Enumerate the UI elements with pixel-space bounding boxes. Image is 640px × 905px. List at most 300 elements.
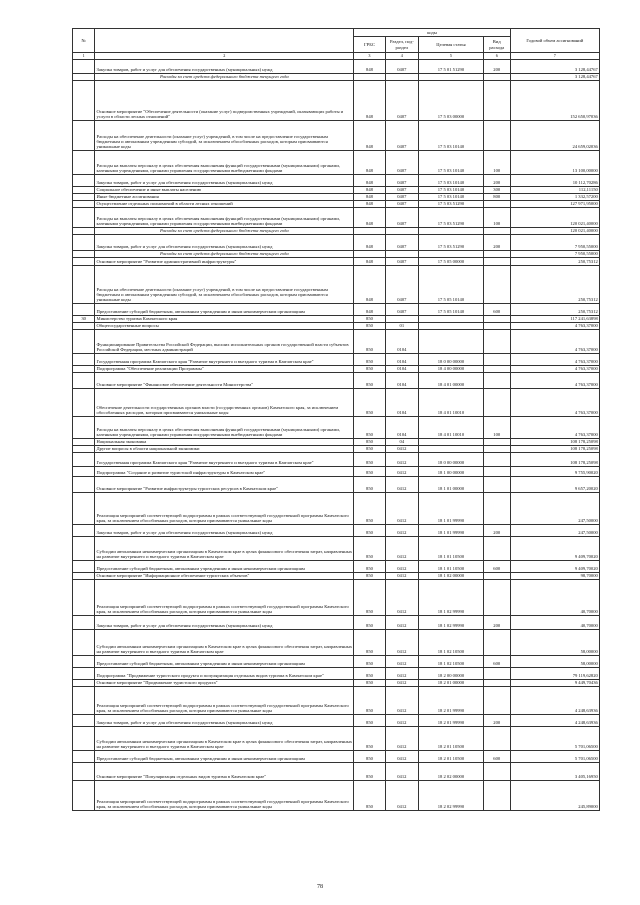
row-grbs: 850 xyxy=(354,476,385,492)
row-name: Закупка товаров, работ и услуг для обеспечения государственных (муниципальных) нужд xyxy=(95,174,354,186)
row-number xyxy=(73,726,95,750)
row-grbs: 850 xyxy=(354,579,385,615)
table-row xyxy=(73,186,600,193)
row-name: Субсидии автономным некоммерческим организациям в Камчатском крае в целях финансового обеспечения затрат, направленных на развитие внутреннего и въездного туризма в Камчатском крае xyxy=(95,629,354,655)
row-grbs: 850 xyxy=(354,762,385,780)
row-razdel: 04 xyxy=(385,438,418,445)
row-name: Государственная программа Камчатского края "Развитие внутреннего и въездного туризма в Камчатском крае" xyxy=(95,353,354,365)
row-grbs: 850 xyxy=(354,315,385,322)
row-name: Предоставление субсидий бюджетным, автономным учреждениям и иным некоммерческим организациям xyxy=(95,560,354,572)
row-name: Реализация мероприятий соответствующей подпрограммы в рамках соответствующей государственной программы Камчатского края, за исключением обособленных расходов, которым присваиваются уникальные коды xyxy=(95,686,354,714)
row-razdel: 0407 xyxy=(385,59,418,73)
colnum: 5 xyxy=(419,53,484,60)
row-amount: 3 128,44767 xyxy=(510,59,599,73)
row-name: Государственная программа Камчатского края "Развитие внутреннего и въездного туризма в Камчатском крае" xyxy=(95,452,354,466)
row-name: Реализация мероприятий соответствующей подпрограммы в рамках соответствующей государственной программы Камчатского края, за исключением обособленных расходов, которым присваиваются уникальные коды xyxy=(95,780,354,810)
row-expense-type: 100 xyxy=(483,416,510,438)
row-number xyxy=(73,388,95,416)
row-razdel: 0407 xyxy=(385,200,418,207)
table-row xyxy=(73,200,600,207)
row-grbs: 850 xyxy=(354,679,385,686)
row-amount: 247,50000 xyxy=(510,492,599,524)
row-target-article xyxy=(419,73,484,80)
row-name: Подпрограмма "Создание и развитие туристской инфраструктуры в Камчатском крае" xyxy=(95,466,354,476)
row-target-article: 17 5 03 51290 xyxy=(419,200,484,207)
row-target-article: 17 5 01 51290 xyxy=(419,59,484,73)
table-row xyxy=(73,536,600,560)
row-target-article: 18 1 01 00000 xyxy=(419,476,484,492)
row-expense-type: 200 xyxy=(483,524,510,536)
table-row xyxy=(73,353,600,365)
table-row xyxy=(73,174,600,186)
row-expense-type xyxy=(483,572,510,579)
row-amount: 247,50000 xyxy=(510,524,599,536)
row-grbs: 848 xyxy=(354,200,385,207)
row-grbs: 850 xyxy=(354,466,385,476)
row-name: Другие вопросы в области национальной экономики xyxy=(95,445,354,452)
table-row xyxy=(73,372,600,388)
row-grbs: 848 xyxy=(354,303,385,315)
row-amount: 250,75312 xyxy=(510,257,599,265)
row-razdel: 0104 xyxy=(385,329,418,353)
row-number xyxy=(73,120,95,150)
row-number xyxy=(73,372,95,388)
row-target-article: 18 2 01 00000 xyxy=(419,679,484,686)
row-amount: 4 763,37000 xyxy=(510,372,599,388)
row-grbs xyxy=(354,250,385,257)
row-grbs: 850 xyxy=(354,750,385,762)
row-razdel: 0412 xyxy=(385,466,418,476)
row-target-article: 17 5 03 10140 xyxy=(419,150,484,174)
row-target-article: 17 5 03 00000 xyxy=(419,80,484,120)
row-grbs: 850 xyxy=(354,667,385,679)
row-razdel: 01 xyxy=(385,322,418,329)
row-number xyxy=(73,492,95,524)
row-razdel: 0407 xyxy=(385,186,418,193)
row-target-article: 17 5 03 10140 xyxy=(419,186,484,193)
row-name: Основное мероприятие "Обеспечение деятельности (оказание услуг) подведомственных учреждений, оказывающих работы и услуги в области лесных отношений" xyxy=(95,80,354,120)
row-target-article: 18 1 02 00000 xyxy=(419,572,484,579)
row-amount: 4 248,63936 xyxy=(510,686,599,714)
row-number xyxy=(73,629,95,655)
row-grbs: 850 xyxy=(354,615,385,629)
row-number xyxy=(73,762,95,780)
row-amount: 152 650,97036 xyxy=(510,80,599,120)
row-target-article: 18 1 01 99990 xyxy=(419,524,484,536)
row-target-article: 18 0 00 00000 xyxy=(419,353,484,365)
row-grbs: 848 xyxy=(354,265,385,303)
table-row xyxy=(73,227,600,234)
row-expense-type xyxy=(483,780,510,810)
row-razdel: 0407 xyxy=(385,150,418,174)
row-name: Субсидии автономным некоммерческим организациям в Камчатском крае в целях финансового обеспечения затрат, направленных на развитие внутреннего и въездного туризма в Камчатском крае xyxy=(95,726,354,750)
row-name: Расходы на выплаты персоналу в целях обеспечения выполнения функций государственными (муниципальными) органами, казенными учреждениями, органами управления государственными внебюджетными фондами xyxy=(95,416,354,438)
budget-rows xyxy=(73,59,600,810)
row-number xyxy=(73,579,95,615)
row-grbs xyxy=(354,73,385,80)
row-expense-type xyxy=(483,372,510,388)
row-target-article: 18 1 01 99990 xyxy=(419,492,484,524)
row-number xyxy=(73,200,95,207)
row-razdel: 0104 xyxy=(385,353,418,365)
row-expense-type xyxy=(483,686,510,714)
row-name: Предоставление субсидий бюджетным, автономным учреждениям и иным некоммерческим организациям xyxy=(95,655,354,667)
header-amount: Годовой объем ассигнований xyxy=(510,29,599,53)
row-amount: 108 178,25098 xyxy=(510,445,599,452)
table-row xyxy=(73,615,600,629)
table-row xyxy=(73,80,600,120)
row-expense-type xyxy=(483,322,510,329)
row-razdel: 0412 xyxy=(385,714,418,726)
row-name: Расходы на обеспечение деятельности (оказание услуг) учреждений, в том числе на предоставление государственным бюджетным и автономным учреждениям субсидий, за исключением обособленных расходов, которым присваиваются уникальные коды xyxy=(95,120,354,150)
row-number xyxy=(73,329,95,353)
header-grbs: ГРБС xyxy=(354,37,385,53)
row-name: Национальная экономика xyxy=(95,438,354,445)
row-expense-type xyxy=(483,476,510,492)
row-grbs: 850 xyxy=(354,353,385,365)
row-expense-type: 600 xyxy=(483,303,510,315)
row-number xyxy=(73,207,95,227)
row-name: Обеспечение деятельности государственных органов власти (государственных органов) Камчатского края, за исключением обособленных расходов, которым присваиваются уникальные коды xyxy=(95,388,354,416)
row-expense-type: 200 xyxy=(483,615,510,629)
table-row xyxy=(73,257,600,265)
row-amount: 250,75312 xyxy=(510,265,599,303)
row-number xyxy=(73,615,95,629)
row-name: Расходы за счет средств федерального бюджета текущего года xyxy=(95,73,354,80)
row-target-article: 18 1 02 10500 xyxy=(419,629,484,655)
table-row xyxy=(73,73,600,80)
row-amount: 4 763,37000 xyxy=(510,353,599,365)
row-grbs: 850 xyxy=(354,492,385,524)
row-expense-type xyxy=(483,388,510,416)
row-expense-type xyxy=(483,315,510,322)
row-target-article xyxy=(419,322,484,329)
row-expense-type xyxy=(483,466,510,476)
colnum: 4 xyxy=(385,53,418,60)
table-row xyxy=(73,686,600,714)
row-razdel: 0104 xyxy=(385,365,418,372)
row-grbs: 850 xyxy=(354,726,385,750)
row-grbs: 850 xyxy=(354,524,385,536)
table-row xyxy=(73,714,600,726)
table-row xyxy=(73,466,600,476)
row-expense-type xyxy=(483,353,510,365)
row-number xyxy=(73,265,95,303)
row-target-article: 18 2 01 99990 xyxy=(419,714,484,726)
row-grbs: 850 xyxy=(354,445,385,452)
table-row xyxy=(73,315,600,322)
row-expense-type: 200 xyxy=(483,174,510,186)
row-target-article: 18 2 01 10500 xyxy=(419,726,484,750)
row-razdel: 0412 xyxy=(385,536,418,560)
row-number xyxy=(73,59,95,73)
row-grbs: 848 xyxy=(354,257,385,265)
row-expense-type: 300 xyxy=(483,186,510,193)
table-row xyxy=(73,438,600,445)
row-number xyxy=(73,257,95,265)
row-target-article: 18 1 02 10500 xyxy=(419,655,484,667)
row-target-article: 17 5 05 10140 xyxy=(419,303,484,315)
table-row xyxy=(73,579,600,615)
row-expense-type xyxy=(483,227,510,234)
row-name: Подпрограмма "Обеспечение реализации Программы" xyxy=(95,365,354,372)
row-name: Министерство туризма Камчатского края xyxy=(95,315,354,322)
row-amount: 4 763,37000 xyxy=(510,365,599,372)
row-amount: 9 449,70436 xyxy=(510,679,599,686)
row-razdel: 0412 xyxy=(385,686,418,714)
colnum: 3 xyxy=(354,53,385,60)
table-row xyxy=(73,726,600,750)
row-expense-type xyxy=(483,667,510,679)
table-row xyxy=(73,750,600,762)
table-row xyxy=(73,560,600,572)
row-grbs: 850 xyxy=(354,365,385,372)
row-razdel: 0412 xyxy=(385,476,418,492)
row-number xyxy=(73,227,95,234)
table-row xyxy=(73,655,600,667)
row-expense-type: 100 xyxy=(483,150,510,174)
table-row xyxy=(73,524,600,536)
row-amount: 58,00000 xyxy=(510,629,599,655)
row-grbs: 850 xyxy=(354,329,385,353)
table-row xyxy=(73,234,600,250)
row-razdel: 0407 xyxy=(385,120,418,150)
row-expense-type: 600 xyxy=(483,750,510,762)
row-amount: 4 763,37000 xyxy=(510,416,599,438)
row-amount: 24 659,02036 xyxy=(510,120,599,150)
row-grbs: 848 xyxy=(354,234,385,250)
row-razdel: 0407 xyxy=(385,80,418,120)
header-name xyxy=(95,29,354,53)
colnum: 6 xyxy=(483,53,510,60)
row-razdel: 0412 xyxy=(385,679,418,686)
row-grbs: 850 xyxy=(354,536,385,560)
row-expense-type xyxy=(483,579,510,615)
row-number: 30 xyxy=(73,315,95,322)
row-name: Расходы за счет средств федерального бюджета текущего года xyxy=(95,250,354,257)
colnum: 7 xyxy=(510,53,599,60)
row-grbs: 850 xyxy=(354,629,385,655)
row-razdel: 0412 xyxy=(385,579,418,615)
row-razdel: 0407 xyxy=(385,207,418,227)
table-row xyxy=(73,572,600,579)
row-razdel: 0104 xyxy=(385,388,418,416)
row-expense-type xyxy=(483,445,510,452)
row-number xyxy=(73,174,95,186)
row-number xyxy=(73,750,95,762)
row-expense-type: 600 xyxy=(483,655,510,667)
row-name: Предоставление субсидий бюджетным, автономным учреждениям и иным некоммерческим организациям xyxy=(95,750,354,762)
page-number: 78 xyxy=(317,884,323,890)
table-row xyxy=(73,329,600,353)
table-row xyxy=(73,150,600,174)
row-target-article: 17 5 03 10140 xyxy=(419,174,484,186)
row-grbs: 848 xyxy=(354,174,385,186)
row-grbs: 848 xyxy=(354,80,385,120)
row-target-article: 18 1 02 99990 xyxy=(419,579,484,615)
row-expense-type: 800 xyxy=(483,193,510,200)
row-expense-type xyxy=(483,80,510,120)
row-number xyxy=(73,193,95,200)
row-name: Функционирование Правительства Российской Федерации, высших исполнительных органов государственной власти субъектов Российской Федерации, местных администраций xyxy=(95,329,354,353)
row-expense-type xyxy=(483,250,510,257)
row-razdel: 0412 xyxy=(385,492,418,524)
row-name: Расходы за счет средств федерального бюджета текущего года xyxy=(95,227,354,234)
row-expense-type xyxy=(483,73,510,80)
table-row xyxy=(73,416,600,438)
row-expense-type: 200 xyxy=(483,59,510,73)
row-number xyxy=(73,416,95,438)
row-amount: 7 950,55000 xyxy=(510,250,599,257)
row-target-article: 18 2 01 10500 xyxy=(419,750,484,762)
table-row xyxy=(73,365,600,372)
row-target-article xyxy=(419,227,484,234)
table-row xyxy=(73,193,600,200)
row-razdel xyxy=(385,315,418,322)
row-number xyxy=(73,250,95,257)
row-expense-type: 200 xyxy=(483,234,510,250)
row-number xyxy=(73,560,95,572)
row-grbs: 848 xyxy=(354,150,385,174)
row-number xyxy=(73,572,95,579)
row-amount: 40,70000 xyxy=(510,579,599,615)
row-number xyxy=(73,524,95,536)
row-target-article: 18 4 01 10010 xyxy=(419,388,484,416)
row-razdel: 0104 xyxy=(385,416,418,438)
table-row xyxy=(73,667,600,679)
row-target-article: 17 5 03 10140 xyxy=(419,193,484,200)
row-amount: 9 755,90020 xyxy=(510,466,599,476)
row-number xyxy=(73,365,95,372)
row-grbs: 848 xyxy=(354,207,385,227)
row-amount: 9 657,20020 xyxy=(510,476,599,492)
row-amount: 1 332,57200 xyxy=(510,193,599,200)
table-row xyxy=(73,679,600,686)
table-row xyxy=(73,250,600,257)
row-razdel: 0407 xyxy=(385,257,418,265)
row-expense-type xyxy=(483,265,510,303)
row-expense-type xyxy=(483,762,510,780)
row-expense-type: 200 xyxy=(483,714,510,726)
row-target-article: 18 4 01 10010 xyxy=(419,416,484,438)
row-target-article: 17 5 03 51290 xyxy=(419,234,484,250)
row-expense-type xyxy=(483,536,510,560)
row-amount: 9 409,70020 xyxy=(510,560,599,572)
row-target-article: 18 2 02 99990 xyxy=(419,780,484,810)
row-amount: 120 021,40000 xyxy=(510,227,599,234)
row-number xyxy=(73,73,95,80)
row-target-article: 17 5 03 10140 xyxy=(419,120,484,150)
row-razdel: 0412 xyxy=(385,615,418,629)
row-name: Закупка товаров, работ и услуг для обеспечения государственных (муниципальных) нужд xyxy=(95,234,354,250)
row-number xyxy=(73,714,95,726)
header-num: № xyxy=(73,29,95,53)
table-row xyxy=(73,207,600,227)
row-number xyxy=(73,234,95,250)
row-grbs: 848 xyxy=(354,120,385,150)
row-amount: 4 763,37000 xyxy=(510,329,599,353)
row-name: Социальное обеспечение и иные выплаты населению xyxy=(95,186,354,193)
row-amount: 4 763,37000 xyxy=(510,322,599,329)
row-name: Закупка товаров, работ и услуг для обеспечения государственных (муниципальных) нужд xyxy=(95,714,354,726)
row-name: Иные бюджетные ассигнования xyxy=(95,193,354,200)
row-name: Осуществление отдельных полномочий в области лесных отношений xyxy=(95,200,354,207)
row-expense-type xyxy=(483,629,510,655)
row-expense-type xyxy=(483,726,510,750)
header-codes: коды xyxy=(354,29,510,37)
table-row xyxy=(73,476,600,492)
row-amount: 40,70000 xyxy=(510,615,599,629)
row-amount: 79 119,62820 xyxy=(510,667,599,679)
row-amount: 10 112,70286 xyxy=(510,174,599,186)
row-amount: 245,89000 xyxy=(510,780,599,810)
row-target-article: 18 1 00 00000 xyxy=(419,466,484,476)
table-row xyxy=(73,762,600,780)
row-number xyxy=(73,80,95,120)
row-name: Общегосударственные вопросы xyxy=(95,322,354,329)
row-amount: 4 763,37000 xyxy=(510,388,599,416)
row-razdel: 0412 xyxy=(385,726,418,750)
row-target-article: 17 5 05 10140 xyxy=(419,265,484,303)
row-razdel: 0407 xyxy=(385,265,418,303)
row-amount: 3 128,44767 xyxy=(510,73,599,80)
row-expense-type xyxy=(483,120,510,150)
row-grbs: 848 xyxy=(354,59,385,73)
row-amount: 4 248,63936 xyxy=(510,714,599,726)
row-name: Расходы на выплаты персоналу в целях обеспечения выполнения функций государственными (муниципальными) органами, казенными учреждениями, органами управления государственными внебюджетными фондами xyxy=(95,150,354,174)
table-row xyxy=(73,629,600,655)
row-expense-type xyxy=(483,329,510,353)
header-vr: Вид расхода xyxy=(483,37,510,53)
row-target-article: 18 1 02 99990 xyxy=(419,615,484,629)
header-razdel: Раздел, под-раздел xyxy=(385,37,418,53)
budget-sheet xyxy=(72,28,600,811)
row-razdel: 0412 xyxy=(385,560,418,572)
row-amount: 9 409,70020 xyxy=(510,536,599,560)
row-amount: 108 178,25098 xyxy=(510,452,599,466)
row-amount: 7 950,55000 xyxy=(510,234,599,250)
row-expense-type xyxy=(483,679,510,686)
row-number xyxy=(73,322,95,329)
row-razdel: 0412 xyxy=(385,655,418,667)
row-number xyxy=(73,452,95,466)
row-amount: 127 971,95000 xyxy=(510,200,599,207)
table-row xyxy=(73,265,600,303)
row-expense-type xyxy=(483,365,510,372)
row-razdel: 0412 xyxy=(385,445,418,452)
row-target-article: 17 5 05 00000 xyxy=(419,257,484,265)
row-number xyxy=(73,667,95,679)
row-amount: 112,11150 xyxy=(510,186,599,193)
row-name: Основное мероприятие "Финансовое обеспечение деятельности Министерства" xyxy=(95,372,354,388)
row-number xyxy=(73,679,95,686)
row-amount: 98,70000 xyxy=(510,572,599,579)
row-razdel: 0412 xyxy=(385,667,418,679)
row-expense-type: 600 xyxy=(483,560,510,572)
row-expense-type xyxy=(483,452,510,466)
row-target-article: 17 5 03 51290 xyxy=(419,207,484,227)
row-name: Расходы на обеспечение деятельности (оказание услуг) учреждений, в том числе на предоставление государственным бюджетным и автономным учреждениям субсидий, за исключением обособленных расходов, которым присваиваются уникальные коды xyxy=(95,265,354,303)
row-target-article: 18 0 00 00000 xyxy=(419,452,484,466)
row-grbs: 850 xyxy=(354,322,385,329)
row-razdel xyxy=(385,250,418,257)
row-number xyxy=(73,655,95,667)
row-razdel: 0407 xyxy=(385,193,418,200)
row-target-article: 18 2 02 00000 xyxy=(419,762,484,780)
table-row xyxy=(73,322,600,329)
row-razdel: 0412 xyxy=(385,572,418,579)
row-name: Предоставление субсидий бюджетным, автономным учреждениям и иным некоммерческим организациям xyxy=(95,303,354,315)
